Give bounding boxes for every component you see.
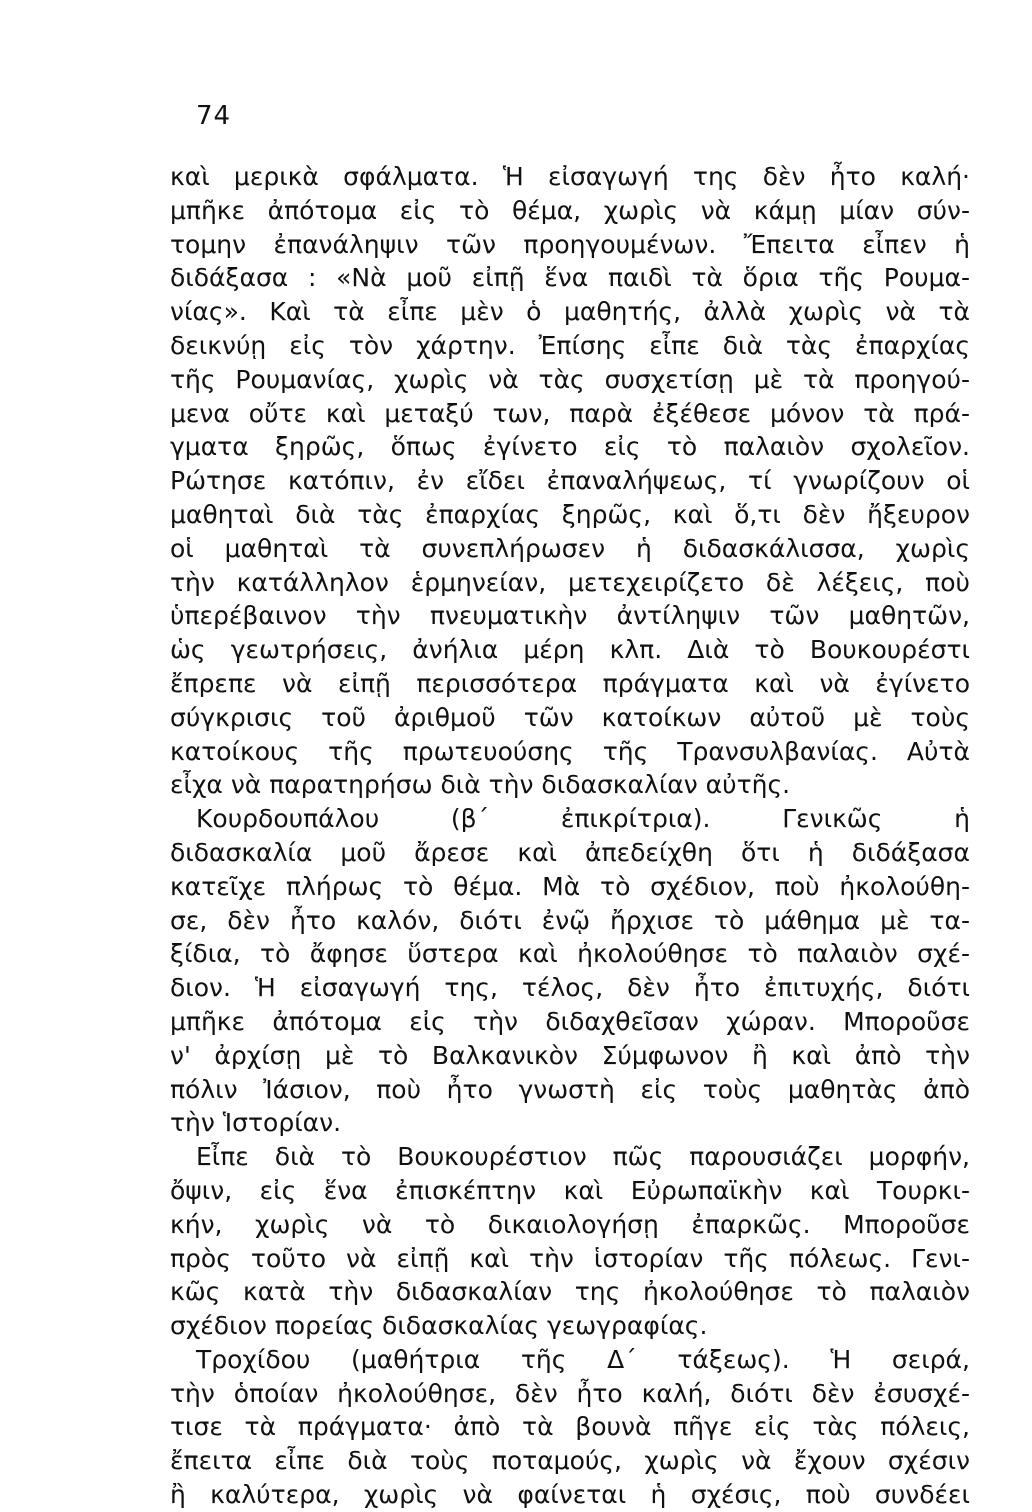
text-line: σε, δὲν ἦτο καλόν, διότι ἐνῷ ἤρχισε τὸ μάθημα μὲ τα- (170, 905, 970, 935)
text-line: οἱ μαθηταὶ τὰ συνεπλήρωσεν ἡ διδασκάλισσα, χωρὶς (170, 533, 970, 563)
text-line: ἢ καλύτερα, χωρὶς νὰ φαίνεται ἡ σχέσις, ποὺ συνδέει (170, 1480, 970, 1510)
text-line: κατοίκους τῆς πρωτευούσης τῆς Τρανσυλβανίας. Αὐτὰ (170, 736, 970, 766)
text-line: τὴν ὁποίαν ἠκολούθησε, δὲν ἦτο καλή, διότι δὲν ἐσυσχέ- (170, 1378, 970, 1408)
text-line: τῆς Ρουμανίας, χωρὶς νὰ τὰς συσχετίσῃ μὲ τὰ προηγού- (170, 364, 970, 394)
text-line: σύγκρισις τοῦ ἀριθμοῦ τῶν κατοίκων αὐτοῦ μὲ τοὺς (170, 702, 970, 732)
text-line: ὄψιν, εἰς ἕνα ἐπισκέπτην καὶ Εὐρωπαϊκὴν καὶ Τουρκι- (170, 1175, 970, 1205)
text-line: εἶχα νὰ παρατηρήσω διὰ τὴν διδασκαλίαν αὐτῆς. (170, 770, 791, 800)
text-line: πόλιν Ἰάσιον, ποὺ ἦτο γνωστὴ εἰς τοὺς μαθητὰς ἀπὸ (170, 1074, 970, 1104)
text-line: σχέδιον πορείας διδασκαλίας γεωγραφίας. (170, 1311, 708, 1341)
text-line: ὡς γεωτρήσεις, ἀνήλια μέρη κλπ. Διὰ τὸ Βουκουρέστι (170, 635, 970, 665)
body-text (170, 160, 970, 1512)
text-line: τομην ἐπανάληψιν τῶν προηγουμένων. Ἔπειτα εἶπεν ἡ (170, 229, 970, 259)
text-line: ἔπειτα εἶπε διὰ τοὺς ποταμούς, χωρὶς νὰ ἔχουν σχέσιν (170, 1446, 970, 1476)
text-line: τισε τὰ πράγματα· ἀπὸ τὰ βουνὰ πῆγε εἰς τὰς πόλεις, (170, 1412, 970, 1442)
text-line: διδασκαλία μοῦ ἄρεσε καὶ ἀπεδείχθη ὅτι ἡ διδάξασα (170, 837, 970, 867)
text-line: ν' ἀρχίσῃ μὲ τὸ Βαλκανικὸν Σύμφωνον ἢ καὶ ἀπὸ τὴν (170, 1040, 970, 1070)
text-line: κῶς κατὰ τὴν διδασκαλίαν της ἠκολούθησε τὸ παλαιὸν (170, 1277, 970, 1307)
text-line: γματα ξηρῶς, ὅπως ἐγίνετο εἰς τὸ παλαιὸν σχολεῖον. (170, 432, 970, 462)
text-line: μπῆκε ἀπότομα εἰς τὴν διδαχθεῖσαν χώραν. Μποροῦσε (170, 1006, 970, 1036)
text-line: Κουρδουπάλου (β΄ ἐπικρίτρια). Γενικῶς ἡ (196, 804, 970, 834)
text-line: κήν, χωρὶς νὰ τὸ δικαιολογήσῃ ἐπαρκῶς. Μποροῦσε (170, 1209, 970, 1239)
text-line: νίας». Καὶ τὰ εἶπε μὲν ὁ μαθητής, ἀλλὰ χωρὶς νὰ τὰ (170, 297, 970, 327)
text-line: Τροχίδου (μαθήτρια τῆς Δ΄ τάξεως). Ἡ σειρά, (196, 1344, 970, 1374)
text-line: ξίδια, τὸ ἄφησε ὕστερα καὶ ἠκολούθησε τὸ παλαιὸν σχέ- (170, 939, 970, 969)
text-line: κατεῖχε πλήρως τὸ θέμα. Μὰ τὸ σχέδιον, ποὺ ἠκολούθη- (170, 871, 970, 901)
text-line: μαθηταὶ διὰ τὰς ἐπαρχίας ξηρῶς, καὶ ὅ,τι δὲν ἤξευρον (170, 499, 970, 529)
text-line: πρὸς τοῦτο νὰ εἰπῇ καὶ τὴν ἱστορίαν τῆς πόλεως. Γενι- (170, 1243, 970, 1273)
text-line: Ρώτησε κατόπιν, ἐν εἴδει ἐπαναλήψεως, τί γνωρίζουν οἱ (170, 466, 970, 496)
text-line: τὴν Ἱστορίαν. (170, 1108, 342, 1138)
text-line: τὴν κατάλληλον ἑρμηνείαν, μετεχειρίζετο δὲ λέξεις, ποὺ (170, 567, 970, 597)
page-number: 74 (196, 101, 232, 131)
text-line: διδάξασα : «Νὰ μοῦ εἰπῇ ἕνα παιδὶ τὰ ὅρια τῆς Ρουμα- (170, 263, 970, 293)
text-line: μενα οὔτε καὶ μεταξύ των, παρὰ ἐξέθεσε μόνον τὰ πρά- (170, 398, 970, 428)
text-line: διον. Ἡ εἰσαγωγή της, τέλος, δὲν ἦτο ἐπιτυχής, διότι (170, 973, 970, 1003)
text-line: μπῆκε ἀπότομα εἰς τὸ θέμα, χωρὶς νὰ κάμῃ μίαν σύν- (170, 195, 970, 225)
text-line: ἔπρεπε νὰ εἰπῇ περισσότερα πράγματα καὶ νὰ ἐγίνετο (170, 668, 970, 698)
text-line: ὑπερέβαινον τὴν πνευματικὴν ἀντίληψιν τῶν μαθητῶν, (170, 601, 970, 631)
text-line: δεικνύῃ εἰς τὸν χάρτην. Ἐπίσης εἶπε διὰ τὰς ἐπαρχίας (170, 330, 970, 360)
text-line: καὶ μερικὰ σφάλματα. Ἡ εἰσαγωγή της δὲν ἦτο καλή· (170, 162, 970, 191)
text-line: Εἶπε διὰ τὸ Βουκουρέστιον πῶς παρουσιάζει μορφήν, (196, 1142, 970, 1172)
